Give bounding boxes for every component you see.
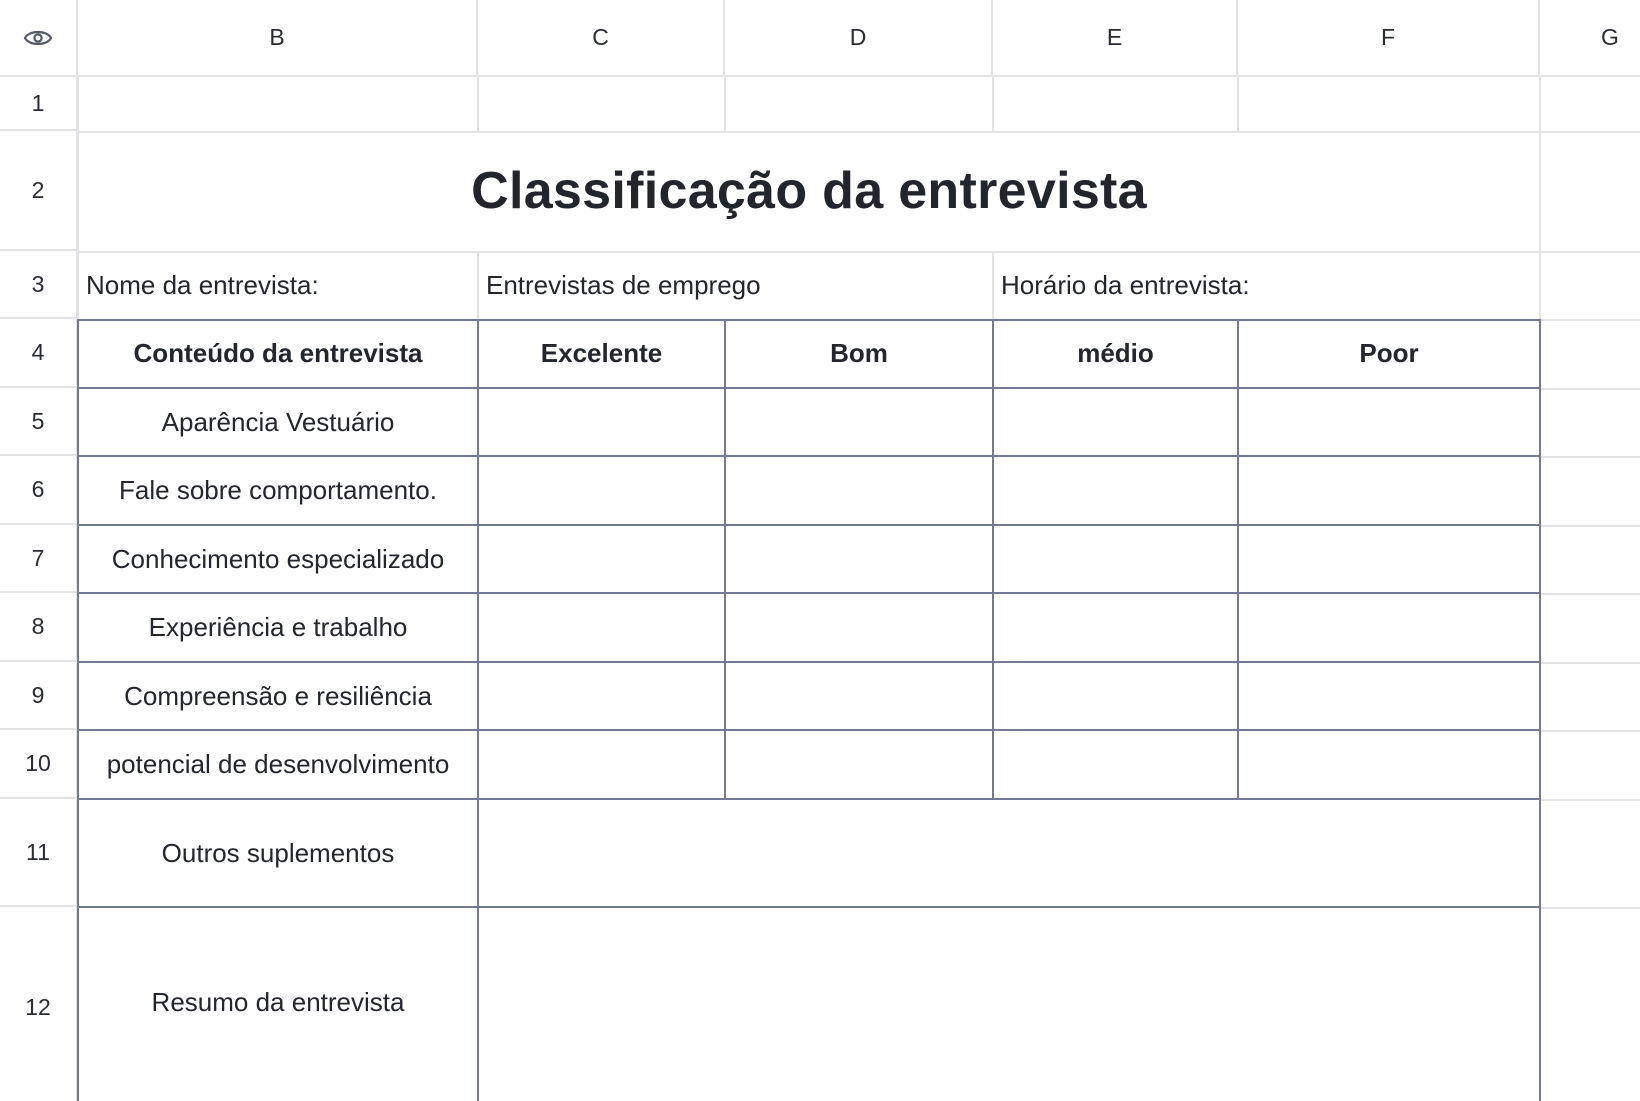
column-header-f[interactable]: F	[1238, 0, 1540, 77]
table-border	[78, 661, 1540, 663]
table-header-excellent: Excelente	[540, 338, 663, 368]
row-header-4[interactable]: 4	[0, 319, 78, 388]
column-header-c[interactable]: C	[478, 0, 725, 77]
table-border	[992, 319, 994, 799]
table-border	[78, 524, 1540, 526]
row-header-5[interactable]: 5	[0, 388, 78, 456]
criterion-cell: Fale sobre comportamento.	[119, 475, 437, 505]
criterion-cell: Aparência Vestuário	[161, 406, 395, 437]
table-border	[78, 319, 1540, 321]
page-title: Classificação da entrevista	[471, 162, 1147, 220]
table-border	[724, 319, 726, 799]
table-border	[78, 387, 1540, 389]
interview-time-label: Horário da entrevista:	[1001, 269, 1250, 300]
table-border	[78, 455, 1540, 457]
column-header-d[interactable]: D	[725, 0, 993, 77]
table-border	[78, 798, 1540, 800]
corner-cell[interactable]	[0, 0, 78, 77]
summary-input-cell[interactable]	[478, 907, 1540, 1101]
row-header-1[interactable]: 1	[0, 77, 78, 131]
eye-icon[interactable]	[23, 27, 53, 49]
row-header-9[interactable]: 9	[0, 662, 78, 730]
criterion-cell: Experiência e trabalho	[148, 612, 408, 642]
column-header-b[interactable]: B	[78, 0, 478, 77]
column-header-e[interactable]: E	[993, 0, 1238, 77]
criterion-cell: potencial de desenvolvimento	[106, 749, 450, 779]
column-header-g[interactable]: G	[1540, 0, 1640, 77]
table-border	[78, 592, 1540, 594]
criterion-cell: Conhecimento especializado	[111, 543, 445, 574]
table-header-content: Conteúdo da entrevista	[133, 338, 423, 368]
table-header-good: Bom	[830, 338, 888, 368]
table-border	[477, 319, 479, 1101]
row-header-2[interactable]: 2	[0, 131, 78, 251]
criterion-cell: Compreensão e resiliência	[124, 680, 432, 711]
table-border	[1237, 319, 1239, 799]
row-header-11[interactable]: 11	[0, 799, 78, 907]
table-border	[1539, 319, 1541, 1101]
interview-name-label: Nome da entrevista:	[86, 269, 319, 300]
row-header-8[interactable]: 8	[0, 593, 78, 662]
table-border	[78, 906, 1540, 908]
row-header-6[interactable]: 6	[0, 456, 78, 525]
others-label: Outros suplementos	[161, 837, 395, 868]
interview-name-value[interactable]: Entrevistas de emprego	[486, 269, 761, 300]
table-header-average: médio	[1077, 338, 1154, 368]
row-header-7[interactable]: 7	[0, 525, 78, 593]
table-border	[77, 319, 79, 1101]
row-header-12[interactable]: 12	[0, 907, 78, 1101]
summary-label: Resumo da entrevista	[151, 987, 405, 1017]
row-header-3[interactable]: 3	[0, 251, 78, 319]
table-header-poor: Poor	[1359, 338, 1419, 368]
table-border	[78, 729, 1540, 731]
others-input-cell[interactable]	[478, 799, 1540, 907]
row-header-10[interactable]: 10	[0, 730, 78, 799]
